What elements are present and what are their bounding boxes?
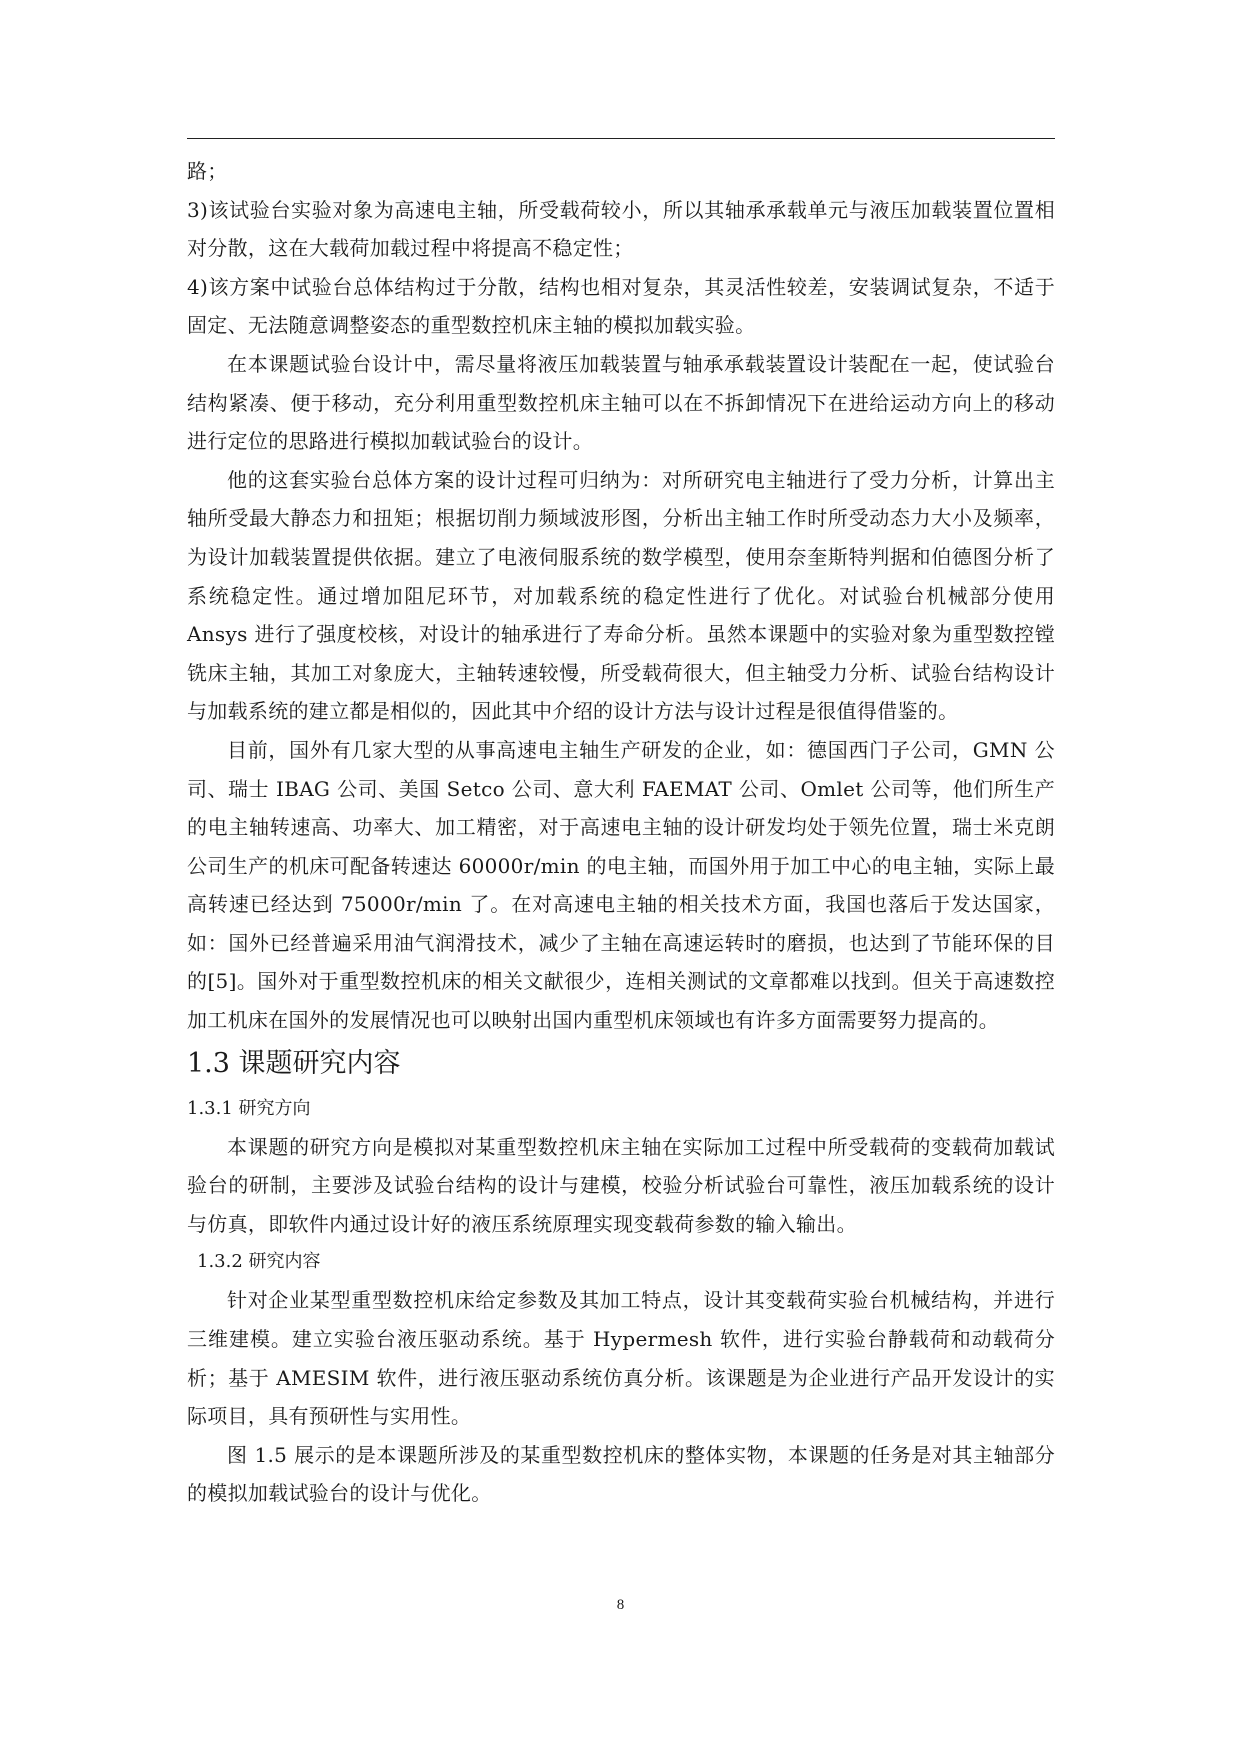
body-paragraph: 目前，国外有几家大型的从事高速电主轴生产研发的企业，如：德国西门子公司，GMN 公司、瑞士 IBAG 公司、美国 Setco 公司、意大利 FAEMAT 公司、Omlet 公司等，他们所生产的电主轴转速高、功率大、加工精密，对于高速电主轴的设计研发均处于领先位置，瑞士米克朗公司生产的机床可配备转速达 60000r/min 的电主轴，而国外用于加工中心的电主轴，实际上最高转速已经达到 75000r/min 了。在对高速电主轴的相关技术方面，我国也落后于发达国家，如：国外已经普遍采用油气润滑技术，减少了主轴在高速运转时的磨损，也达到了节能环保的目的[5]。国外对于重型数控机床的相关文献很少，连相关测试的文章都难以找到。但关于高速数控加工机床在国外的发展情况也可以映射出国内重型机床领域也有许多方面需要努力提高的。 xyxy=(187,737,1055,1033)
list-item-4: 4)该方案中试验台总体结构过于分散，结构也相对复杂，其灵活性较差，安装调试复杂，不适于固定、无法随意调整姿态的重型数控机床主轴的模拟加载实验。 xyxy=(187,274,1055,338)
subsection-heading: 1.3.1 研究方向 xyxy=(187,1097,311,1119)
body-paragraph: 针对企业某型重型数控机床给定参数及其加工特点，设计其变载荷实验台机械结构，并进行三维建模。建立实验台液压驱动系统。基于 Hypermesh 软件，进行实验台静载荷和动载荷分析；基于 AMESIM 软件，进行液压驱动系统仿真分析。该课题是为企业进行产品开发设计的实际项目，具有预研性与实用性。 xyxy=(187,1288,1055,1429)
section-heading: 1.3 课题研究内容 xyxy=(187,1047,401,1079)
body-paragraph: 他的这套实验台总体方案的设计过程可归纳为：对所研究电主轴进行了受力分析，计算出主轴所受最大静态力和扭矩；根据切削力频域波形图，分析出主轴工作时所受动态力大小及频率，为设计加载装置提供依据。建立了电液伺服系统的数学模型，使用奈奎斯特判据和伯德图分析了系统稳定性。通过增加阻尼环节，对加载系统的稳定性进行了优化。对试验台机械部分使用 Ansys 进行了强度校核，对设计的轴承进行了寿命分析。虽然本课题中的实验对象为重型数控镗铣床主轴，其加工对象庞大，主轴转速较慢，所受载荷很大，但主轴受力分析、试验台结构设计与加载系统的建立都是相似的，因此其中介绍的设计方法与设计过程是很值得借鉴的。 xyxy=(187,467,1055,724)
header-rule xyxy=(187,138,1055,139)
paragraph-continuation: 路； xyxy=(187,159,228,183)
page-content xyxy=(187,152,1055,1513)
body-paragraph: 在本课题试验台设计中，需尽量将液压加载装置与轴承承载装置设计装配在一起，使试验台结构紧凑、便于移动，充分利用重型数控机床主轴可以在不拆卸情况下在进给运动方向上的移动进行定位的思路进行模拟加载试验台的设计。 xyxy=(187,351,1055,454)
subsection-heading: 1.3.2 研究内容 xyxy=(197,1251,321,1273)
body-paragraph: 图 1.5 展示的是本课题所涉及的某重型数控机床的整体实物，本课题的任务是对其主轴部分的模拟加载试验台的设计与优化。 xyxy=(187,1442,1055,1506)
body-paragraph: 本课题的研究方向是模拟对某重型数控机床主轴在实际加工过程中所受载荷的变载荷加载试验台的研制，主要涉及试验台结构的设计与建模，校验分析试验台可靠性，液压加载系统的设计与仿真，即软件内通过设计好的液压系统原理实现变载荷参数的输入输出。 xyxy=(187,1134,1055,1236)
page-number: 8 xyxy=(616,1597,625,1613)
list-item-3: 3)该试验台实验对象为高速电主轴，所受载荷较小，所以其轴承承载单元与液压加载装置位置相对分散，这在大载荷加载过程中将提高不稳定性； xyxy=(187,197,1055,261)
